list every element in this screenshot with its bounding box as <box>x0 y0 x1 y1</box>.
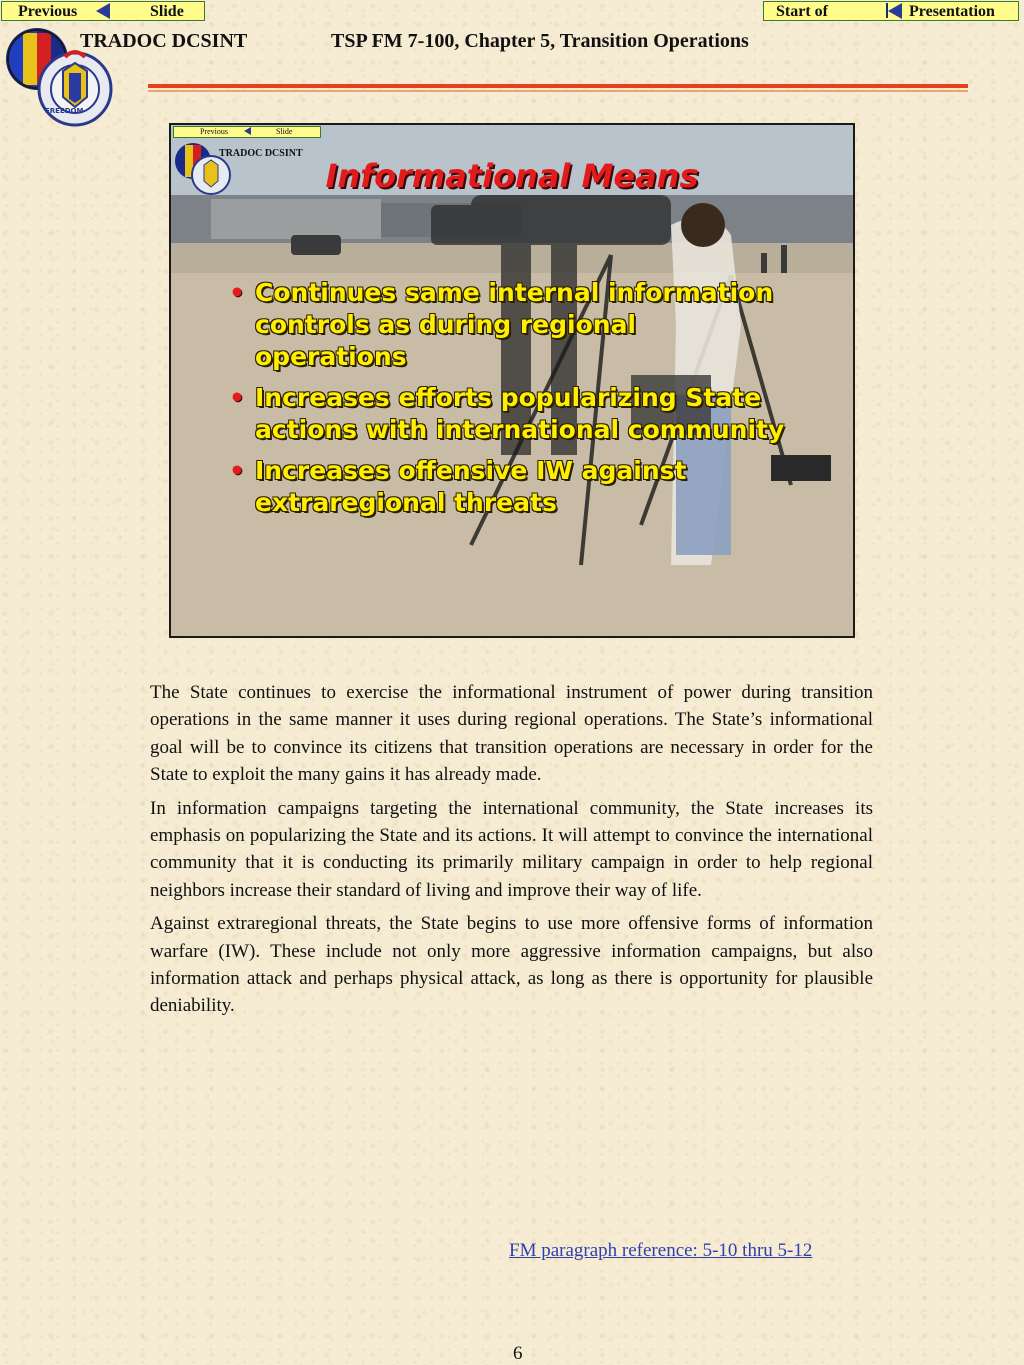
previous-label: Previous <box>18 3 78 20</box>
slide-label: Slide <box>150 3 184 20</box>
mini-slide-label: Slide <box>276 127 293 136</box>
body-paragraph: Against extraregional threats, the State begins to use more offensive forms of information warfare (IW). These include not only more aggressive information campaigns, but also information attack and perhaps physical attack, as long as there is opportunity for plausible deniability. <box>150 913 873 1017</box>
first-slide-arrow-icon <box>888 3 902 19</box>
presentation-label: Presentation <box>909 3 995 20</box>
start-of-presentation-button[interactable] <box>763 1 1019 21</box>
mini-previous-label: Previous <box>200 127 228 136</box>
slide-title: Informational Means <box>325 157 699 195</box>
header-org: TRADOC DCSINT <box>80 30 248 52</box>
slide-org: TRADOC DCSINT <box>219 148 303 159</box>
slide-bullet: • Increases offensive IW against extraregional threats <box>227 455 787 519</box>
fm-paragraph-reference-link[interactable]: FM paragraph reference: 5-10 thru 5-12 <box>509 1240 813 1261</box>
header-rule-thick <box>148 84 968 88</box>
body-paragraph: In information campaigns targeting the international community, the State increases its emphasis on popularizing the State and its actions. It will attempt to convince the international community that it is conducting its primarily military campaign in order to help regional neighbors increase their standard of living and improve their way of life. <box>150 797 873 901</box>
page-number: 6 <box>513 1343 523 1364</box>
body-text <box>150 679 873 1026</box>
body-paragraph: The State continues to exercise the informational instrument of power during transition operations in the same manner it uses during regional operations. The State’s informational goal will be to convince its citizens that transition operations are necessary in order for the State to exploit the many gains it has already made. <box>150 682 873 786</box>
previous-slide-button[interactable] <box>1 1 205 21</box>
previous-arrow-icon <box>96 3 110 19</box>
mini-previous-slide <box>173 126 321 138</box>
header-title: TSP FM 7-100, Chapter 5, Transition Operations <box>331 30 749 52</box>
slide-bullet: • Continues same internal information controls as during regional operations <box>227 277 787 373</box>
mini-previous-arrow-icon <box>244 127 251 135</box>
slide-image <box>169 123 855 638</box>
start-of-label: Start of <box>776 3 828 20</box>
slide-bullet-list <box>227 277 787 528</box>
svg-text:FREEDOM: FREEDOM <box>45 107 84 115</box>
slide-bullet: • Increases efforts popularizing State actions with international community <box>227 382 787 446</box>
header-rule-thin <box>148 90 968 92</box>
